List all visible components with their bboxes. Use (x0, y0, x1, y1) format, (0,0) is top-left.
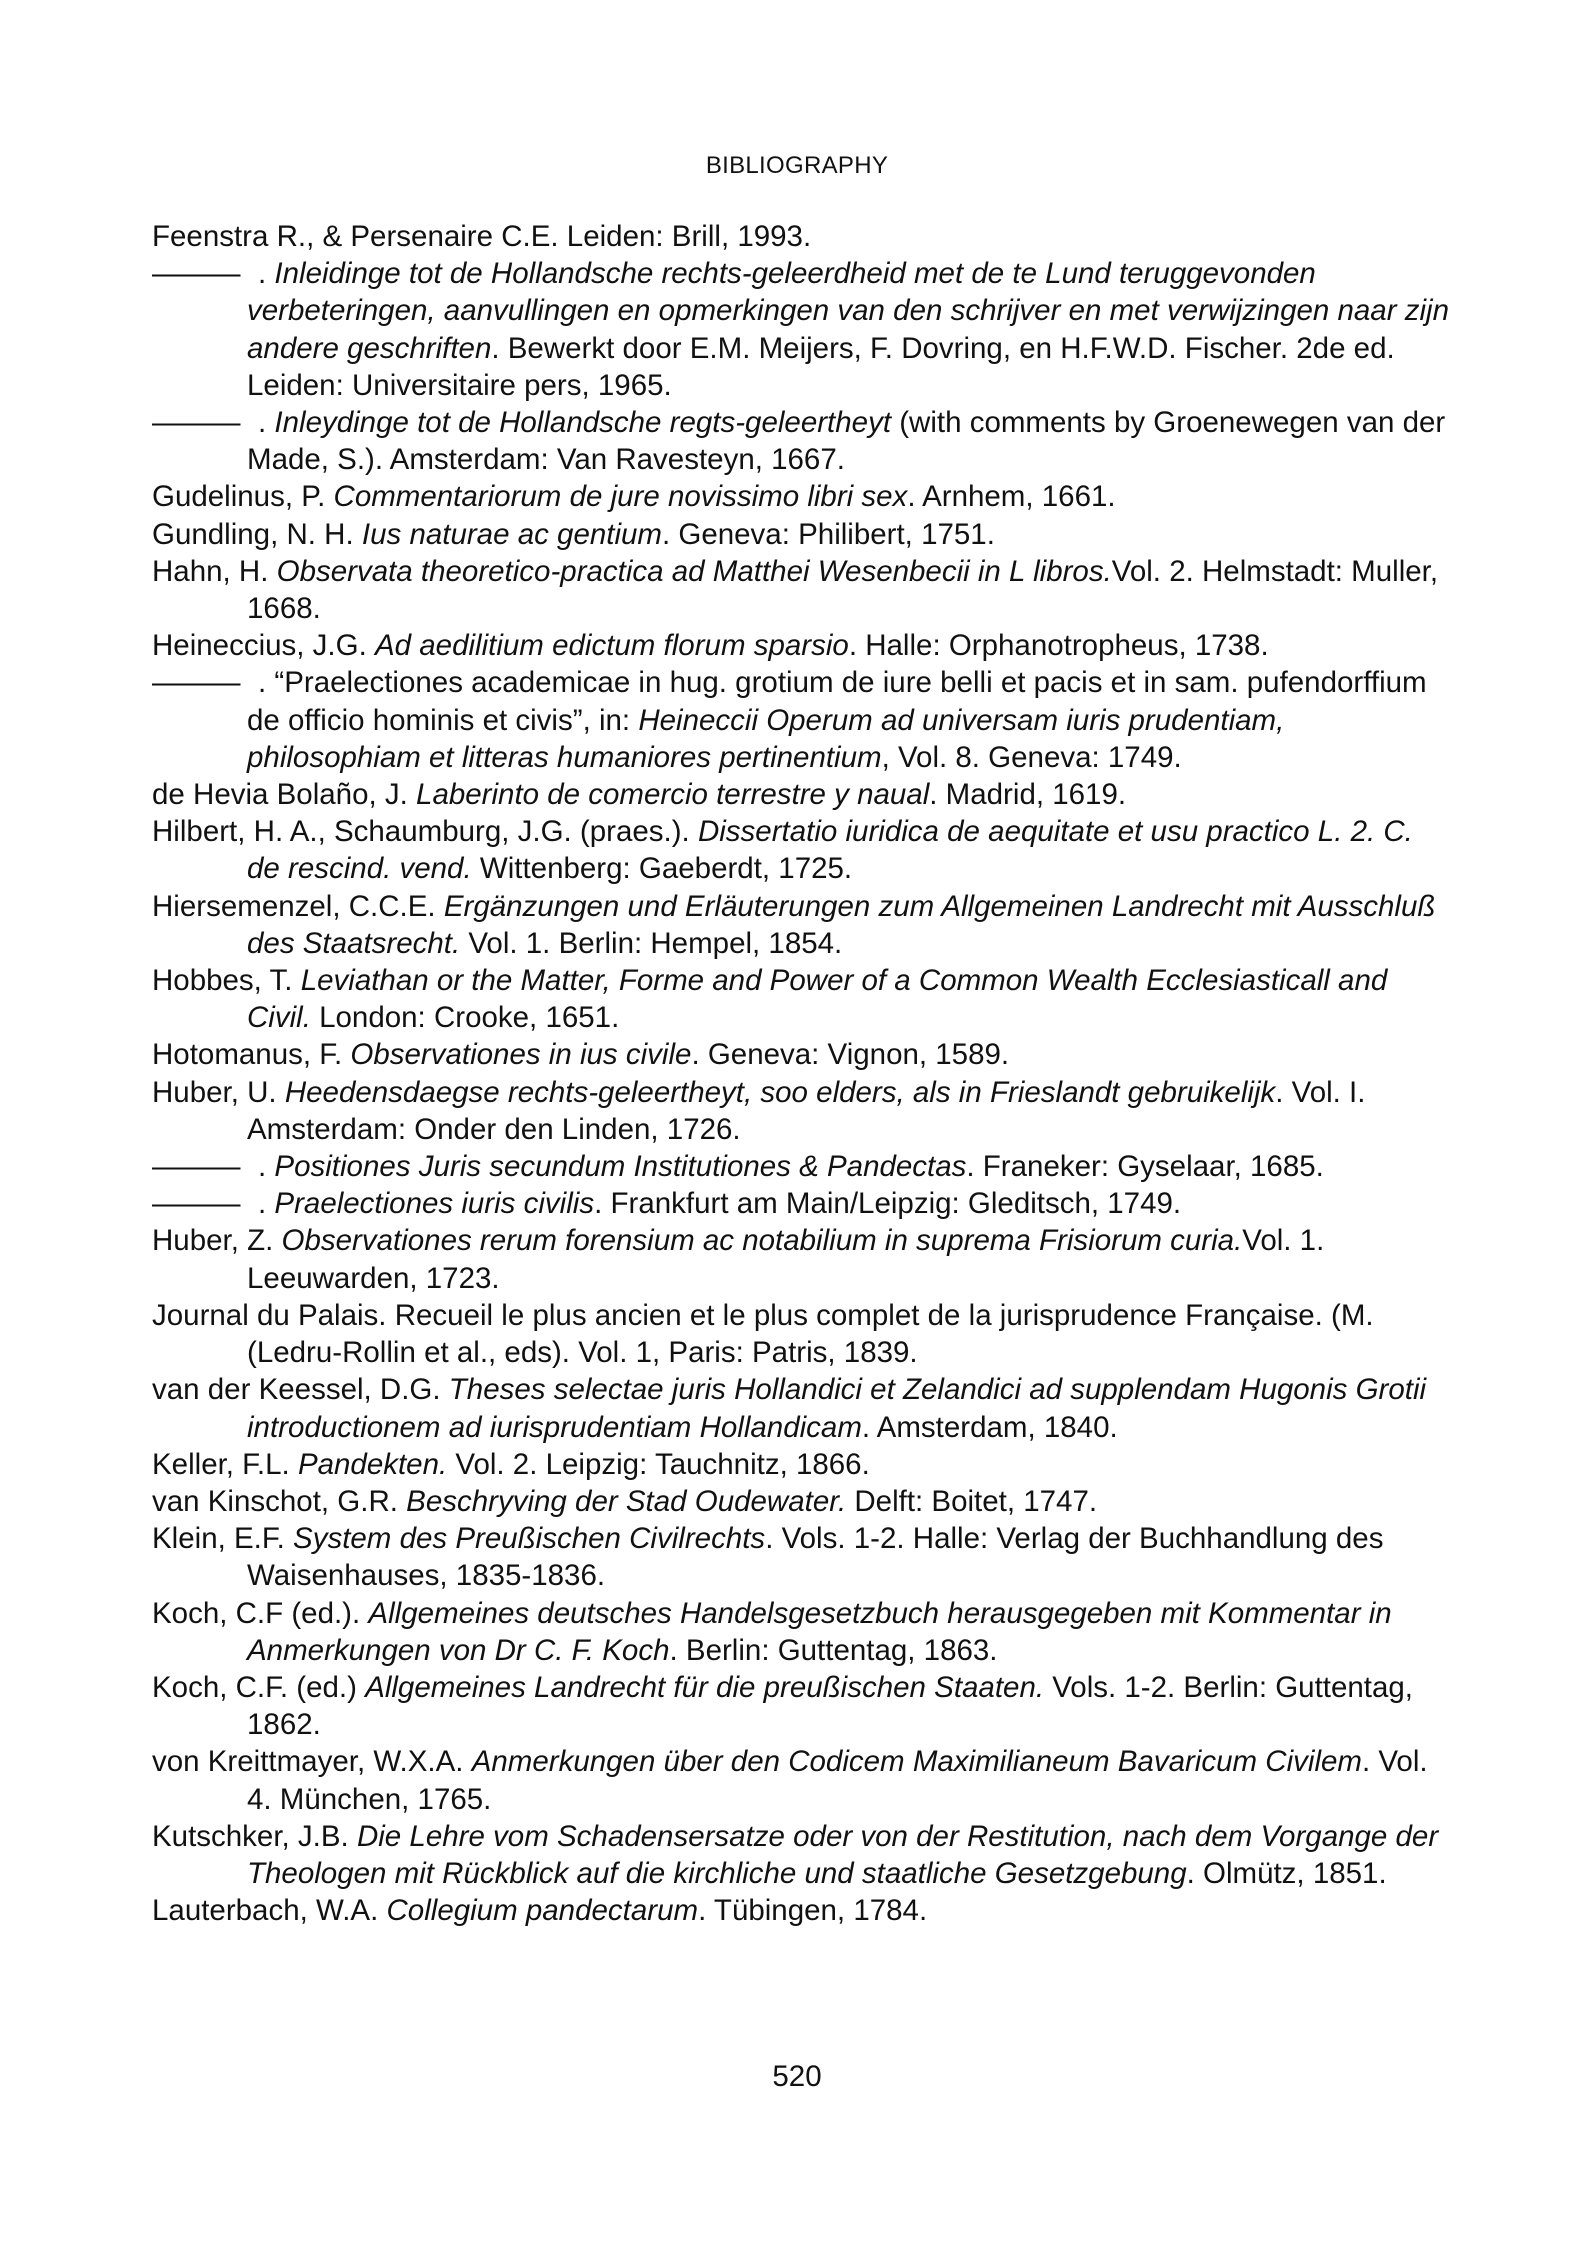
entry-publication: . Madrid, 1619. (929, 778, 1127, 812)
entry-title: Anmerkungen über den Codicem Maximilianeum Bavaricum Civilem (471, 1745, 1362, 1779)
entry-title: Ergänzungen und Erläuterungen zum Allgemeinen Landrecht mit Ausschluß des Staatsrecht. (247, 889, 1436, 960)
entry-text (398, 1485, 406, 1518)
entry-publication: Vol. 1. Berlin: Hempel, 1854. (460, 926, 843, 960)
entry-publication: . Vol. 4. München, 1765. (247, 1745, 1428, 1816)
entry-title: System des Preußischen Civilrechts (293, 1522, 766, 1556)
entry-text (273, 1224, 281, 1257)
bibliography-entry (152, 962, 1452, 1036)
bibliography-entry (152, 553, 1452, 627)
entry-text (277, 1076, 285, 1109)
entry-author: Huber, Z. (152, 1224, 274, 1258)
bibliography-entry (152, 1148, 1452, 1185)
entry-title: Allgemeines deutsches Handelsgesetzbuch herausgegeben mit Kommentar in Anmerkungen von Dr C. F. Koch (247, 1596, 1392, 1667)
bibliography-entry (152, 1892, 1452, 1929)
entry-text (325, 480, 333, 513)
running-head: BIBLIOGRAPHY (705, 152, 889, 179)
bibliography-entry (152, 255, 1452, 404)
entry-author: Klein, E.F. (152, 1522, 285, 1556)
entry-author: de Hevia Bolaño, J. (152, 778, 408, 812)
entry-text (367, 629, 375, 662)
entry-title: Beschryving der Stad Oudewater. (406, 1484, 847, 1518)
bibliography-entry (152, 664, 1452, 776)
bibliography-entry (152, 1297, 1452, 1371)
entry-text (690, 815, 698, 848)
page-number: 520 (772, 2060, 822, 2093)
entry-author: Hilbert, H. A., Schaumburg, J.G. (praes.). (152, 815, 690, 849)
entry-publication: . Vols. 1-2. Halle: Verlag der Buchhandlung des Waisenhauses, 1835-1836. (247, 1522, 1384, 1593)
bibliography-entry (152, 1483, 1452, 1520)
entry-author: Hiersemenzel, C.C.E. (152, 889, 436, 923)
entry-text: . (258, 257, 275, 291)
repeat-author-dash: ——— (152, 666, 241, 700)
entry-title: Die Lehre vom Schadensersatze oder von der Restitution, nach dem Vorgange der Theologen mit Rückblick auf die kirchliche und staatliche Gesetzgebung (247, 1819, 1439, 1890)
entry-author: Huber, U. (152, 1075, 277, 1109)
bibliography-entry (152, 1743, 1452, 1817)
bibliography-list (152, 218, 1452, 1929)
bibliography-entry (152, 1446, 1452, 1483)
entry-title: Inleidinge tot de Hollandsche rechts-geleerdheid met de te Lund teruggevonden verbeteringen, aanvullingen en opmerkingen van den schrijver en met verwijzingen naar zijn andere geschriften (247, 257, 1449, 365)
entry-text (268, 555, 276, 588)
entry-text: Feenstra R., & Persenaire C.E. Leiden: Brill, 1993. (152, 220, 812, 253)
entry-author: Gundling, N. H. (152, 517, 354, 551)
bibliography-entry (152, 1371, 1452, 1445)
entry-author: Lauterbach, W.A. (152, 1894, 379, 1928)
bibliography-entry (152, 888, 1452, 962)
entry-author: Hotomanus, F. (152, 1038, 343, 1072)
entry-publication: . Arnhem, 1661. (907, 480, 1116, 514)
entry-text (441, 1373, 449, 1406)
entry-text (290, 1448, 298, 1481)
bibliography-entry (152, 1185, 1452, 1222)
entry-title: Leviathan or the Matter, Forme and Power of a Common Wealth Ecclesiasticall and Civil. (247, 964, 1388, 1035)
repeat-author-dash: ——— (152, 406, 241, 440)
entry-text: Recueil le plus ancien et le plus complet de la jurisprudence Française. (M. (Ledru-Rollin et al., eds). Vol. 1, Paris: Patris, 1839. (247, 1298, 1374, 1370)
entry-title: Ad aedilitium edictum florum sparsio (374, 629, 849, 663)
entry-title: Theses selectae juris Hollandici et Zelandici ad supplendam Hugonis Grotii introductionem ad iurisprudentiam Hollandicam (247, 1373, 1427, 1444)
bibliography-entry (152, 627, 1452, 664)
entry-text (378, 1894, 386, 1927)
bibliography-entry (152, 404, 1452, 478)
entry-author: Journal du Palais. (152, 1298, 387, 1332)
entry-author: Keller, F.L. (152, 1447, 290, 1481)
entry-text (408, 778, 416, 811)
entry-title: Heineccii Operum ad universam iuris prudentiam, philosophiam et litteras humaniores pertinentium (247, 703, 1285, 774)
entry-publication: . Vol. I. Amsterdam: Onder den Linden, 1726. (247, 1075, 1366, 1146)
entry-publication: Vol. 2. Leipzig: Tauchnitz, 1866. (447, 1447, 870, 1481)
entry-publication: , Vol. 8. Geneva: 1749. (881, 740, 1182, 774)
entry-publication: (with comments by Groenewegen van der Made, S.). Amsterdam: Van Ravesteyn, 1667. (247, 406, 1446, 477)
entry-publication: London: Crooke, 1651. (310, 1001, 620, 1035)
entry-author: von Kreittmayer, W.X.A. (152, 1745, 464, 1779)
entry-text (354, 518, 362, 551)
entry-title: Inleydinge tot de Hollandsche regts-geleertheyt (274, 406, 892, 440)
entry-title: Positiones Juris secundum Institutiones & Pandectas (274, 1150, 967, 1184)
bibliography-entry (152, 1074, 1452, 1148)
entry-publication: Vol. 2. Helmstadt: Muller, 1668. (247, 554, 1439, 626)
entry-publication: Wittenberg: Gaeberdt, 1725. (471, 852, 853, 886)
entry-author: Koch, C.F. (ed.) (152, 1670, 357, 1704)
entry-title: Dissertatio iuridica de aequitate et usu practico L. 2. C. de rescind. vend. (247, 815, 1413, 886)
bibliography-entry (152, 478, 1452, 515)
entry-title: Pandekten. (297, 1447, 448, 1481)
entry-publication: Vol. 1. Leeuwarden, 1723. (247, 1224, 1325, 1295)
entry-title: Commentariorum de jure novissimo libri sex (333, 480, 908, 514)
entry-text (464, 1745, 472, 1778)
entry-title: Observata theoretico-practica ad Matthei Wesenbecii in L libros. (276, 554, 1112, 588)
entry-text: . (258, 1150, 275, 1184)
bibliography-entry (152, 218, 1452, 255)
bibliography-entry (152, 1036, 1452, 1073)
entry-publication: . Amsterdam, 1840. (861, 1410, 1118, 1444)
entry-title: Ius naturae ac gentium (361, 517, 662, 551)
entry-author: Koch, C.F (ed.). (152, 1596, 361, 1630)
entry-author: van Kinschot, G.R. (152, 1484, 398, 1518)
entry-title: Observationes rerum forensium ac notabilium in suprema Frisiorum curia. (281, 1224, 1243, 1258)
entry-text (349, 1820, 357, 1853)
bibliography-entry (152, 813, 1452, 887)
entry-text (357, 1671, 365, 1704)
entry-title: Laberinto de comercio terrestre y naual (416, 778, 930, 812)
entry-author: Heineccius, J.G. (152, 629, 367, 663)
entry-publication: . Franeker: Gyselaar, 1685. (966, 1150, 1324, 1184)
entry-publication: . Tübingen, 1784. (698, 1894, 928, 1928)
entry-author: van der Keessel, D.G. (152, 1373, 441, 1407)
entry-title: Allgemeines Landrecht für die preußischen Staaten. (365, 1670, 1045, 1704)
repeat-author-dash: ——— (152, 1150, 241, 1184)
entry-publication: Delft: Boitet, 1747. (846, 1484, 1098, 1518)
bibliography-entry (152, 1222, 1452, 1296)
repeat-author-dash: ——— (152, 1187, 241, 1221)
entry-publication: . Frankfurt am Main/Leipzig: Gleditsch, 1749. (594, 1187, 1182, 1221)
entry-text (285, 1522, 293, 1555)
entry-publication: . Bewerkt door E.M. Meijers, F. Dovring, en H.F.W.D. Fischer. 2de ed. Leiden: Universitaire pers, 1965. (247, 331, 1395, 402)
entry-author: Hahn, H. (152, 554, 269, 588)
entry-publication: Vols. 1-2. Berlin: Guttentag, 1862. (247, 1670, 1413, 1742)
bibliography-entry (152, 1818, 1452, 1892)
repeat-author-dash: ——— (152, 257, 241, 291)
bibliography-entry (152, 1669, 1452, 1743)
entry-author: Kutschker, J.B. (152, 1819, 349, 1853)
entry-publication: . Berlin: Guttentag, 1863. (669, 1633, 998, 1667)
entry-title: Heedensdaegse rechts-geleertheyt, soo elders, als in Frieslandt gebruikelijk (284, 1075, 1276, 1109)
entry-publication: . Geneva: Vignon, 1589. (691, 1038, 1010, 1072)
entry-title: Observationes in ius civile (350, 1038, 692, 1072)
bibliography-entry (152, 516, 1452, 553)
bibliography-entry (152, 1595, 1452, 1669)
entry-title: Collegium pandectarum (386, 1894, 699, 1928)
entry-publication: . Geneva: Philibert, 1751. (662, 517, 995, 551)
entry-title: Praelectiones iuris civilis (274, 1187, 595, 1221)
entry-publication: . Olmütz, 1851. (1186, 1856, 1387, 1890)
entry-text: . (258, 1187, 275, 1221)
bibliography-entry (152, 1520, 1452, 1594)
entry-publication: . Halle: Orphanotropheus, 1738. (848, 629, 1269, 663)
bibliography-entry (152, 776, 1452, 813)
entry-text: . (258, 406, 275, 440)
entry-text: . “Praelectiones academicae in hug. grotium de iure belli et pacis et in sam. pufendorffium de officio hominis et civis”, in: (247, 666, 1427, 737)
entry-author: Gudelinus, P. (152, 480, 326, 514)
entry-author: Hobbes, T. (152, 964, 293, 998)
entry-text (293, 964, 301, 997)
entry-text (436, 890, 444, 923)
